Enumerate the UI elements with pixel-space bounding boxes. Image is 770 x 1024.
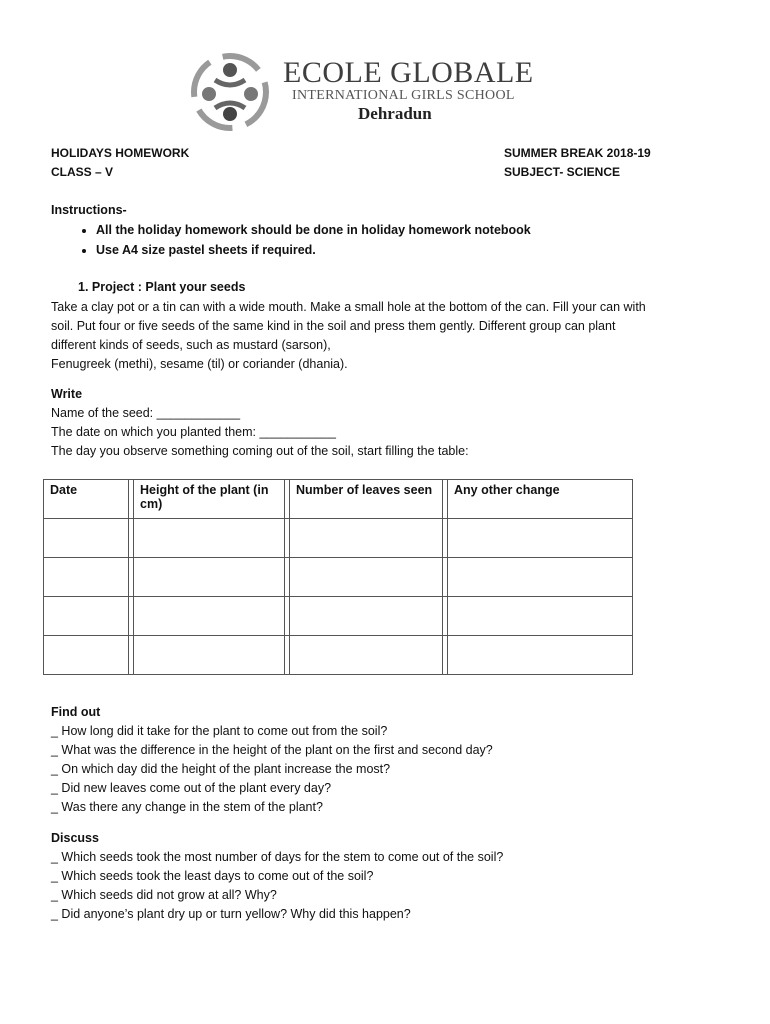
table-cell[interactable] xyxy=(290,519,443,558)
write-line: The date on which you planted them: ___________ xyxy=(51,425,336,439)
table-cell[interactable] xyxy=(448,558,633,597)
table-cell[interactable] xyxy=(44,636,129,675)
observation-table xyxy=(43,479,633,675)
table-cell[interactable] xyxy=(44,519,129,558)
header-subject: SUBJECT- SCIENCE xyxy=(504,165,621,179)
discuss-item: _ Which seeds did not grow at all? Why? xyxy=(51,888,277,902)
table-header-date: Date xyxy=(44,480,129,519)
find-out-item: _ Was there any change in the stem of the plant? xyxy=(51,800,323,814)
table-cell[interactable] xyxy=(44,597,129,636)
table-row xyxy=(44,519,633,558)
table-header-row xyxy=(44,480,633,519)
table-cell[interactable] xyxy=(448,597,633,636)
project-text xyxy=(51,298,731,374)
write-title: Write xyxy=(51,387,83,401)
instructions-title: Instructions- xyxy=(51,203,127,217)
project-line: Fenugreek (methi), sesame (til) or coriander (dhania). xyxy=(51,357,348,371)
table-cell[interactable] xyxy=(290,558,443,597)
write-line: Name of the seed: ____________ xyxy=(51,406,241,420)
find-out-item: _ How long did it take for the plant to come out from the soil? xyxy=(51,724,388,738)
instructions-list xyxy=(72,220,531,260)
table-row xyxy=(44,636,633,675)
project-line: different kinds of seeds, such as mustard (sarson), xyxy=(51,338,331,352)
discuss-title: Discuss xyxy=(51,831,99,845)
school-subtitle: INTERNATIONAL GIRLS SCHOOL xyxy=(292,88,515,103)
instruction-item: • All the holiday homework should be done in holiday homework notebook xyxy=(96,220,531,240)
table-row xyxy=(44,597,633,636)
discuss-item: _ Which seeds took the most number of days for the stem to come out of the soil? xyxy=(51,850,504,864)
table-cell[interactable] xyxy=(134,558,285,597)
write-text xyxy=(51,404,731,461)
project-line: soil. Put four or five seeds of the same kind in the soil and press them gently. Different group can plant xyxy=(51,319,616,333)
find-out-item: _ What was the difference in the height of the plant on the first and second day? xyxy=(51,743,493,757)
discuss-item: _ Did anyone’s plant dry up or turn yellow? Why did this happen? xyxy=(51,907,411,921)
header-class: CLASS – V xyxy=(51,165,114,179)
school-name: ECOLE GLOBALE xyxy=(283,56,534,89)
table-cell[interactable] xyxy=(134,597,285,636)
table-header-leaves: Number of leaves seen xyxy=(290,480,443,519)
table-header-other: Any other change xyxy=(448,480,633,519)
find-out-title: Find out xyxy=(51,705,101,719)
table-cell[interactable] xyxy=(134,519,285,558)
discuss-list xyxy=(51,848,731,924)
find-out-item: _ Did new leaves come out of the plant every day? xyxy=(51,781,332,795)
table-cell[interactable] xyxy=(290,636,443,675)
discuss-item: _ Which seeds took the least days to come out of the soil? xyxy=(51,869,374,883)
table-cell[interactable] xyxy=(134,636,285,675)
find-out-item: _ On which day did the height of the plant increase the most? xyxy=(51,762,391,776)
project-title: 1. Project : Plant your seeds xyxy=(78,280,246,294)
write-line: The day you observe something coming out of the soil, start filling the table: xyxy=(51,444,469,458)
table-cell[interactable] xyxy=(448,519,633,558)
school-logo-icon xyxy=(185,50,275,134)
table-header-height: Height of the plant (in cm) xyxy=(134,480,285,519)
school-city: Dehradun xyxy=(358,104,432,123)
table-cell[interactable] xyxy=(290,597,443,636)
project-line: Take a clay pot or a tin can with a wide mouth. Make a small hole at the bottom of the can. Fill your can with xyxy=(51,300,646,314)
find-out-list xyxy=(51,722,731,817)
instruction-item: • Use A4 size pastel sheets if required. xyxy=(96,240,531,260)
header-break: SUMMER BREAK 2018-19 xyxy=(504,146,651,160)
header-homework: HOLIDAYS HOMEWORK xyxy=(51,146,190,160)
table-cell[interactable] xyxy=(448,636,633,675)
table-row xyxy=(44,558,633,597)
table-cell[interactable] xyxy=(44,558,129,597)
